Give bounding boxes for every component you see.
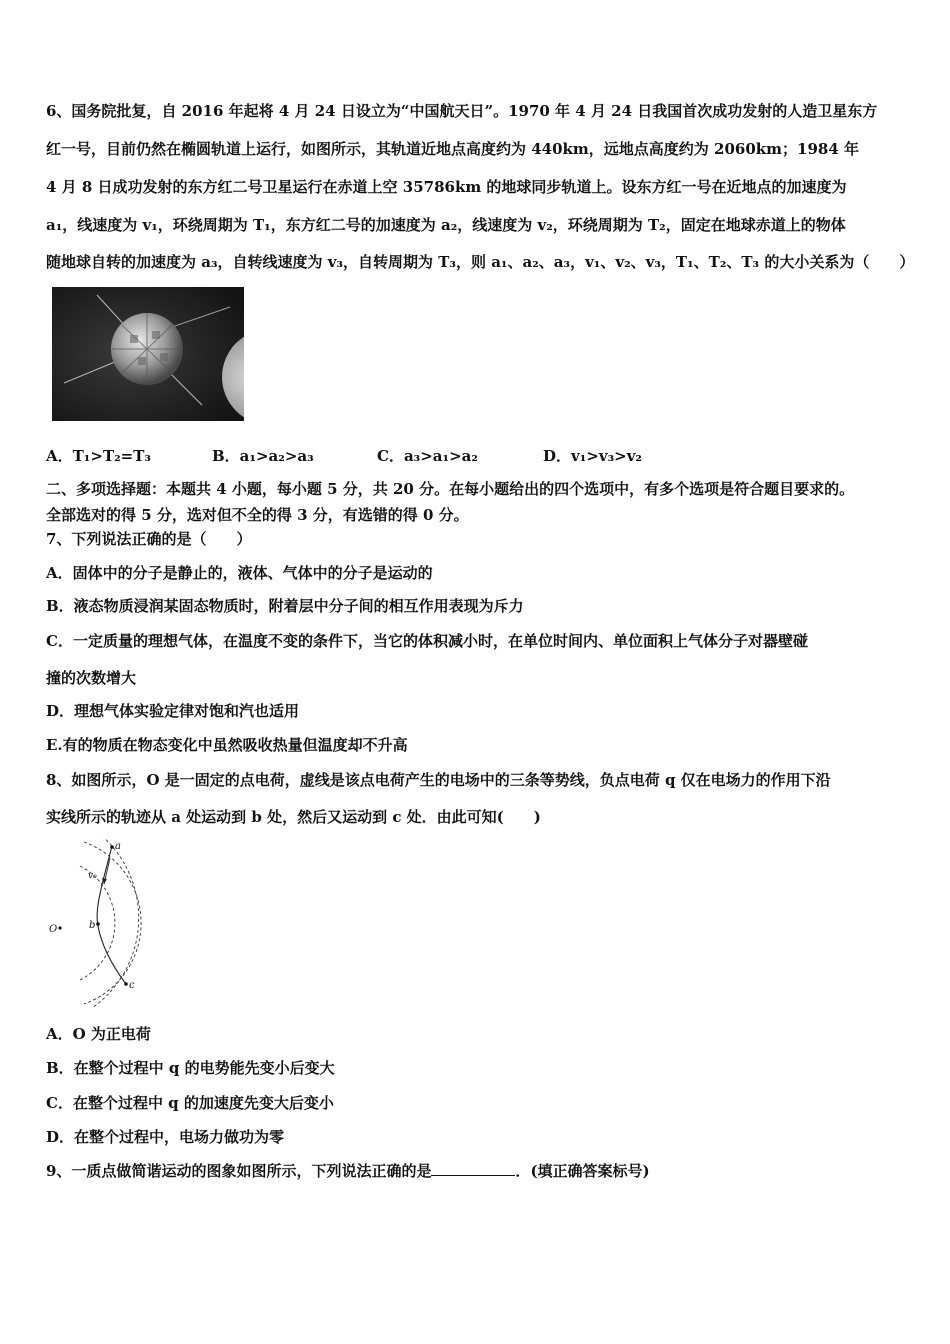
q7-option-a[interactable]: A．固体中的分子是静止的，液体、气体中的分子是运动的	[46, 564, 433, 582]
electric-field-figure	[44, 838, 164, 1008]
section2-line-1: 二、多项选择题：本题共 4 小题，每小题 5 分，共 20 分。在每小题给出的四个选项中，有多个选项是符合题目要求的。	[46, 480, 855, 498]
satellite-photo	[52, 287, 244, 421]
q6-option-b[interactable]: B．a₁>a₂>a₃	[212, 447, 314, 465]
q7-option-c[interactable]: C．一定质量的理想气体，在温度不变的条件下，当它的体积减小时，在单位时间内、单位面积上气体分子对器壁碰	[46, 632, 808, 650]
section2-line-2: 全部选对的得 5 分，选对但不全的得 3 分，有选错的得 0 分。	[46, 506, 469, 524]
q8-line-1: 8、如图所示，O 是一固定的点电荷，虚线是该点电荷产生的电场中的三条等势线，负点电荷 q 仅在电场力的作用下沿	[46, 771, 831, 789]
q6-line-1: 6、国务院批复，自 2016 年起将 4 月 24 日设立为“中国航天日”。1970 年 4 月 24 日我国首次成功发射的人造卫星东方	[46, 102, 878, 120]
q7-option-b[interactable]: B．液态物质浸润某固态物质时，附着层中分子间的相互作用表现为斥力	[46, 597, 524, 615]
q9-stem-before: 9、一质点做简谐运动的图象如图所示，下列说法正确的是	[46, 1162, 432, 1180]
q8-option-c[interactable]: C．在整个过程中 q 的加速度先变大后变小	[46, 1094, 334, 1112]
q8-option-b[interactable]: B．在整个过程中 q 的电势能先变小后变大	[46, 1059, 335, 1077]
q6-option-a[interactable]: A．T₁>T₂=T₃	[46, 447, 151, 465]
q9-stem-after: ．(填正确答案标号)	[515, 1162, 650, 1180]
q6-line-5: 随地球自转的加速度为 a₃，自转线速度为 v₃，自转周期为 T₃，则 a₁、a₂、a₃，v₁、v₂、v₃，T₁、T₂、T₃ 的大小关系为（ ）	[46, 253, 915, 271]
q6-line-2: 红一号，目前仍然在椭圆轨道上运行，如图所示，其轨道近地点高度约为 440km，远地点高度约为 2060km；1984 年	[46, 140, 860, 158]
label-v0: v₀	[88, 871, 97, 881]
q7-option-e[interactable]: E.有的物质在物态变化中虽然吸收热量但温度却不升高	[46, 736, 408, 754]
q9-answer-blank[interactable]	[431, 1161, 515, 1176]
q8-option-a[interactable]: A．O 为正电荷	[46, 1025, 151, 1043]
q6-option-c[interactable]: C．a₃>a₁>a₂	[377, 447, 478, 465]
q8-option-d[interactable]: D．在整个过程中，电场力做功为零	[46, 1128, 285, 1146]
label-o: O	[49, 924, 58, 935]
label-b: b	[89, 920, 96, 931]
q7-option-d[interactable]: D．理想气体实验定律对饱和汽也适用	[46, 702, 300, 720]
q9-stem	[46, 1161, 650, 1181]
q6-option-d[interactable]: D．v₁>v₃>v₂	[543, 447, 643, 465]
q8-line-2: 实线所示的轨迹从 a 处运动到 b 处，然后又运动到 c 处．由此可知( )	[46, 808, 541, 826]
q7-option-c-cont: 撞的次数增大	[46, 669, 137, 687]
label-a: a	[115, 841, 121, 852]
label-c: c	[129, 980, 135, 991]
q6-line-3: 4 月 8 日成功发射的东方红二号卫星运行在赤道上空 35786km 的地球同步轨道上。设东方红一号在近地点的加速度为	[46, 178, 847, 196]
q6-line-4: a₁，线速度为 v₁，环绕周期为 T₁，东方红二号的加速度为 a₂，线速度为 v₂，环绕周期为 T₂，固定在地球赤道上的物体	[46, 216, 846, 234]
q7-stem: 7、下列说法正确的是（ ）	[46, 530, 252, 548]
